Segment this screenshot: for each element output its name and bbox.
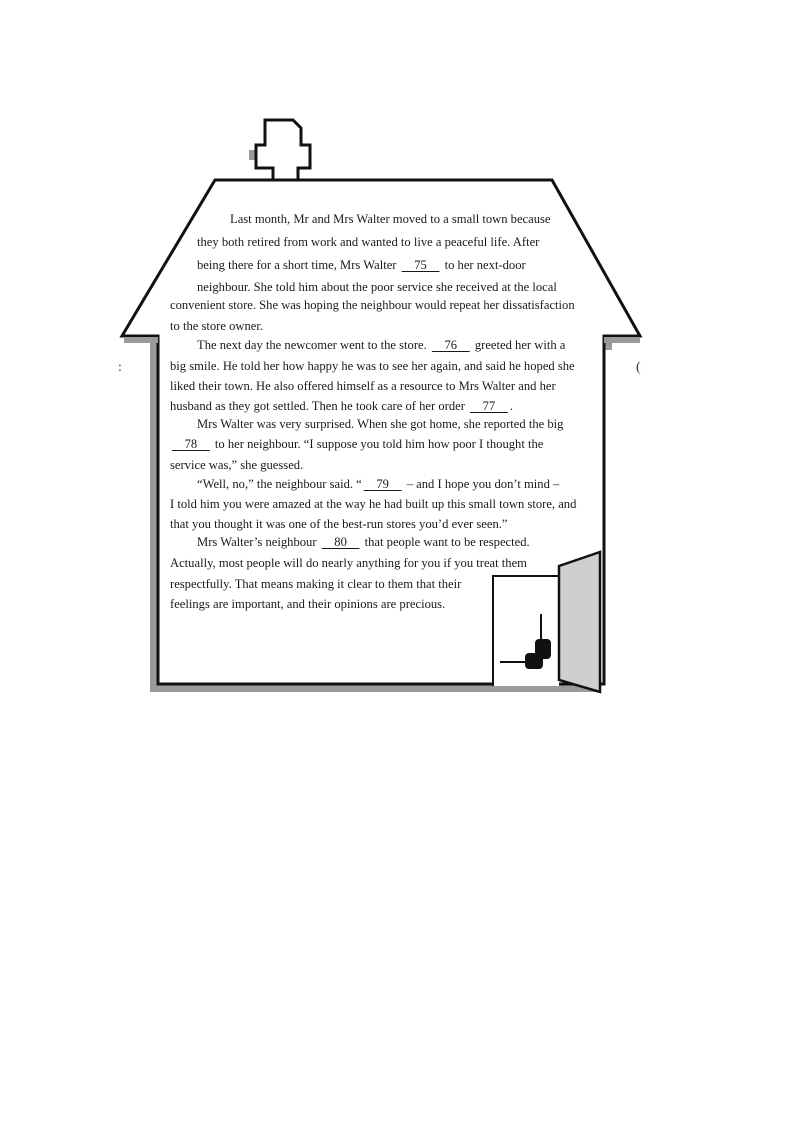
passage-line bbox=[170, 360, 575, 373]
passage-text: that people want to be respected. bbox=[361, 535, 530, 549]
right-margin-mark: ( bbox=[636, 360, 641, 375]
left-margin-mark: : bbox=[118, 360, 122, 375]
passage-line bbox=[230, 213, 551, 226]
answer-blank[interactable]: 76 bbox=[431, 338, 470, 352]
passage-text: to her neighbour. “I suppose you told him how poor I thought the bbox=[211, 437, 544, 451]
passage-line bbox=[197, 418, 563, 431]
passage-text: . bbox=[509, 399, 514, 413]
passage-line bbox=[170, 400, 513, 413]
passage-line bbox=[170, 498, 576, 511]
passage-text: neighbour. She told him about the poor service she received at the local bbox=[197, 280, 557, 294]
answer-blank[interactable]: 80 bbox=[321, 535, 360, 549]
passage-line bbox=[197, 236, 539, 249]
passage-text: to the store owner. bbox=[170, 319, 264, 333]
open-door bbox=[559, 552, 600, 692]
passage-text: liked their town. He also offered himself as a resource to Mrs Walter and her bbox=[170, 379, 556, 393]
answer-blank[interactable]: 77 bbox=[470, 399, 508, 413]
passage-line bbox=[197, 259, 526, 272]
passage-line bbox=[197, 536, 530, 549]
passage-line bbox=[197, 478, 559, 491]
passage-line bbox=[170, 320, 263, 333]
answer-blank[interactable]: 79 bbox=[363, 477, 402, 491]
passage-text: Mrs Walter’s neighbour bbox=[197, 535, 320, 549]
passage-text: “Well, no,” the neighbour said. “ bbox=[197, 477, 362, 491]
passage-line bbox=[170, 380, 556, 393]
passage-text: I told him you were amazed at the way he had built up this small town store, and bbox=[170, 497, 577, 511]
passage-line bbox=[170, 299, 575, 312]
passage-line bbox=[170, 598, 445, 611]
passage-text: – and I hope you don’t mind – bbox=[403, 477, 560, 491]
passage-text: Actually, most people will do nearly anything for you if you treat them bbox=[170, 556, 527, 570]
passage-text: big smile. He told her how happy he was to see her again, and said he hoped she bbox=[170, 359, 575, 373]
passage-text: to her next-door bbox=[441, 258, 526, 272]
answer-blank[interactable]: 78 bbox=[172, 437, 210, 451]
passage-text: Mrs Walter was very surprised. When she got home, she reported the big bbox=[197, 417, 564, 431]
chimney-cross bbox=[256, 120, 310, 180]
doorway bbox=[493, 576, 559, 686]
passage-text: greeted her with a bbox=[471, 338, 566, 352]
passage-line bbox=[170, 557, 527, 570]
passage-line bbox=[170, 459, 303, 472]
answer-blank[interactable]: 75 bbox=[401, 258, 440, 272]
passage-text: respectfully. That means making it clear to them that their bbox=[170, 577, 462, 591]
passage-text: The next day the newcomer went to the store. bbox=[197, 338, 430, 352]
passage-line bbox=[197, 281, 557, 294]
passage-text: being there for a short time, Mrs Walter bbox=[197, 258, 400, 272]
passage-line bbox=[170, 438, 543, 451]
passage-text: husband as they got settled. Then he took care of her order bbox=[170, 399, 469, 413]
passage-text: that you thought it was one of the best-run stores you’d ever seen.” bbox=[170, 517, 508, 531]
passage-line bbox=[197, 339, 565, 352]
passage-text: they both retired from work and wanted to live a peaceful life. After bbox=[197, 235, 540, 249]
passage-text: convenient store. She was hoping the neighbour would repeat her dissatisfaction bbox=[170, 298, 575, 312]
passage-line bbox=[170, 578, 461, 591]
passage-line bbox=[170, 518, 508, 531]
passage-text: service was,” she guessed. bbox=[170, 458, 304, 472]
passage-text: feelings are important, and their opinions are precious. bbox=[170, 597, 446, 611]
passage-text: Last month, Mr and Mrs Walter moved to a small town because bbox=[230, 212, 551, 226]
